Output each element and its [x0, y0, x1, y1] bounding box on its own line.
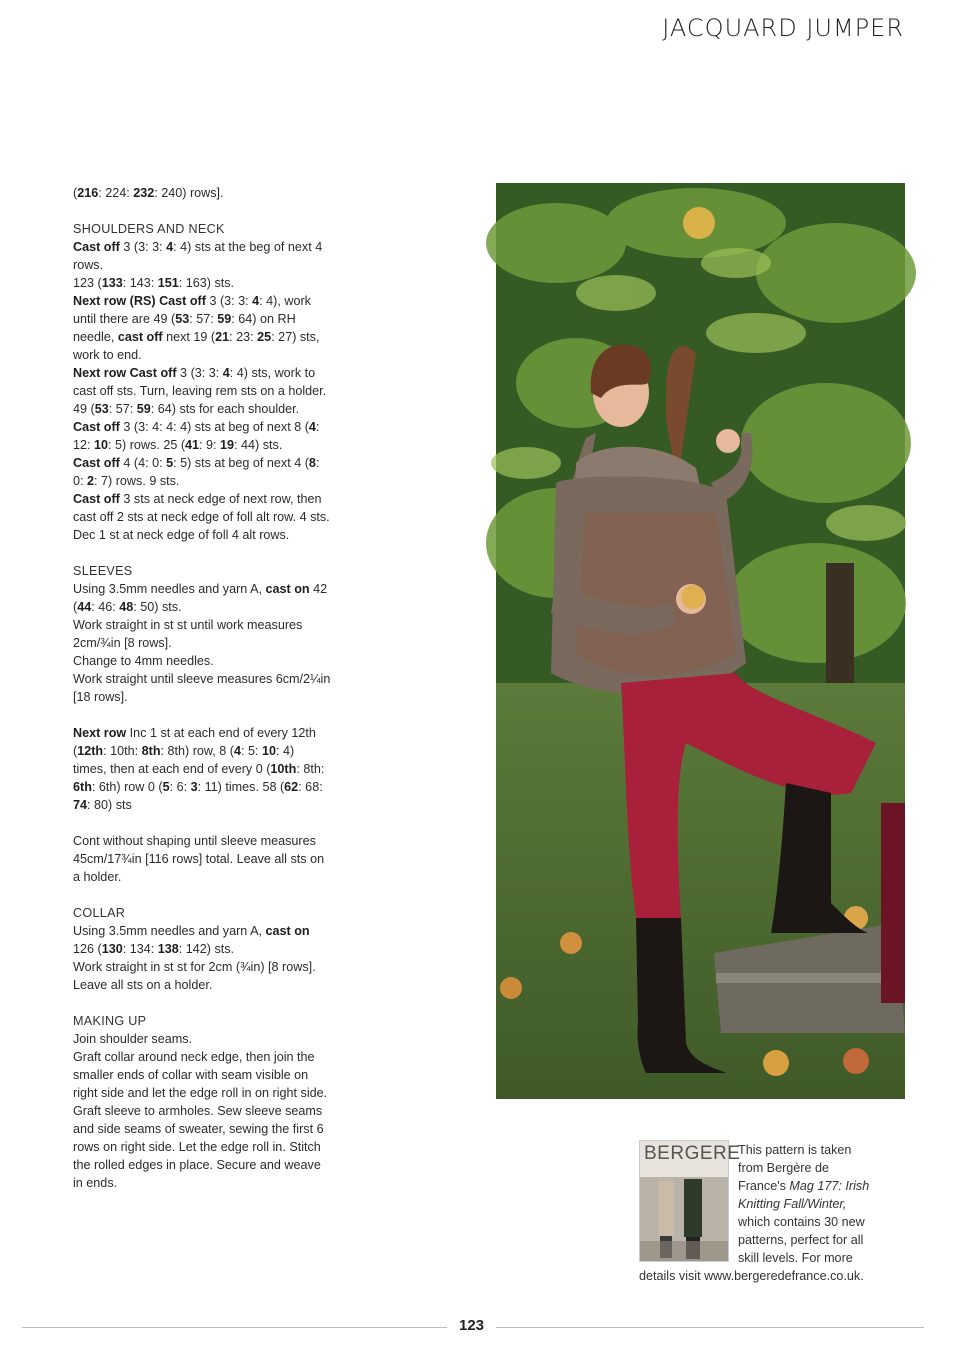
section-heading-shoulders: SHOULDERS AND NECK — [73, 222, 225, 236]
making-up-text: Join shoulder seams. Graft collar around neck edge, then join the smaller ends of collar with seam visible on right side and let the edge roll in on right side. Graft sleeve to armholes. Sew sleeve seams and side seams of sweater, sewing the first 6 rows on right side. Let the edge roll in. Stitch the rolled edges in place. Secure and weave in ends. — [73, 1032, 328, 1190]
intro-line: (216: 224: 232: 240) rows]. — [73, 186, 224, 200]
shoulders-text: Cast off 3 (3: 3: 4: 4) sts at the beg of next 4 rows. 123 (133: 143: 151: 163) sts. Next row (RS) Cast off 3 (3: 3: 4: 4), work until there are 49 (53: 57: 59: 64) on RH needle, cast off next 19 (21: 23: 25: 27) sts, work to end. Next row Cast off 3 (3: 3: 4: 4) sts, work to cast off sts. Turn, leaving rem sts on a holder. 49 (53: 57: 59: 64) sts for each shoulder. Cast off 3 (3: 4: 4: 4) sts at beg of next 8 (4: 12: 10: 5) rows. 25 (41: 9: 19: 44) sts. Cast off 4 (4: 0: 5: 5) sts at beg of next 4 (8: 0: 2: 7) rows. 9 sts. Cast off 3 sts at neck edge of next row, then cast off 2 sts at neck edge of foll alt row. 4 sts. Dec 1 st at neck edge of foll 4 alt rows. — [73, 240, 330, 542]
section-making-up — [73, 1012, 331, 1192]
page-number: 123 — [459, 1317, 485, 1334]
section-shoulders — [73, 220, 331, 544]
section-heading-making-up: MAKING UP — [73, 1014, 147, 1028]
footer-rule-right — [496, 1327, 924, 1328]
promo-details-link-text: details visit www.bergeredefrance.co.uk. — [639, 1269, 864, 1283]
collar-text: Using 3.5mm needles and yarn A, cast on 126 (130: 134: 138: 142) sts. Work straight in st st for 2cm (¾in) [8 rows]. Leave all sts on a holder. — [73, 924, 316, 992]
footer-rule-left — [22, 1327, 447, 1328]
sleeves-text: Using 3.5mm needles and yarn A, cast on 42 (44: 46: 48: 50) sts. Work straight in st st until work measures 2cm/¾in [8 rows]. Change to 4mm needles. Work straight until sleeve measures 6cm/2¼in [18 rows]. — [73, 582, 331, 704]
sleeves-finish-text: Cont without shaping until sleeve measures 45cm/17¾in [116 rows] total. Leave all sts on a holder. — [73, 834, 325, 884]
pattern-instructions — [73, 184, 331, 1192]
cover-brand: BERGERE — [644, 1143, 741, 1164]
page-header-title: JACQUARD JUMPER — [662, 14, 904, 42]
section-sleeves — [73, 562, 331, 886]
promo-text: This pattern is taken from Bergère de France's Mag 177: Irish Knitting Fall/Winter, which contains 30 new patterns, perfect for all skill levels. For more — [738, 1143, 870, 1265]
section-heading-sleeves: SLEEVES — [73, 564, 133, 578]
sleeves-increase-text: Next row Inc 1 st at each end of every 12th (12th: 10th: 8th: 8th) row, 8 (4: 5: 10: 4) times, then at each end of every 0 (10th: 8th: 6th: 6th) row 0 (5: 6: 3: 11) times. 58 (62: 68: 74: 80) sts — [73, 726, 325, 812]
magazine-cover-icon — [639, 1140, 741, 1262]
section-heading-collar: COLLAR — [73, 906, 126, 920]
section-collar — [73, 904, 331, 994]
model-photo — [496, 183, 905, 1099]
